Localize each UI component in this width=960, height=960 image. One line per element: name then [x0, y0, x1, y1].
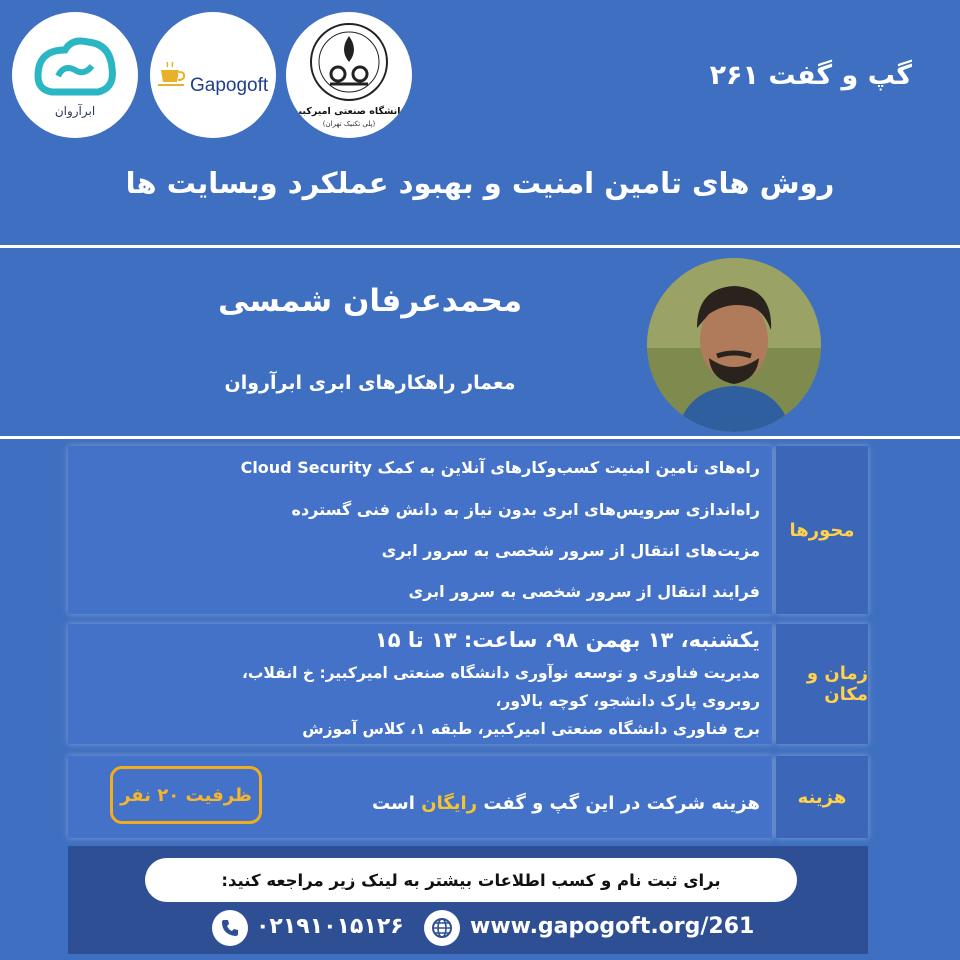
phone-number[interactable]: ۰۲۱۹۱۰۱۵۱۲۶ [256, 914, 404, 939]
divider-bottom [0, 436, 960, 439]
event-location-line-2: روبروی پارک دانشجو، کوچه بالاور، [495, 692, 760, 710]
fee-description [372, 793, 760, 814]
gapogoft-logo [150, 12, 276, 138]
university-subname: (پلی تکنیک تهران) [322, 120, 376, 128]
website-link[interactable]: www.gapogoft.org/261 [470, 914, 755, 939]
topic-item-2: راه‌اندازی سرویس‌های ابری بدون نیاز به دانش فنی گسترده [291, 500, 760, 519]
fee-free-highlight: رایگان [421, 793, 478, 814]
divider-top [0, 245, 960, 248]
topic-item-4: فرایند انتقال از سرور شخصی به سرور ابری [408, 582, 760, 601]
coffee-cup-icon [158, 62, 188, 88]
footer [68, 846, 868, 954]
register-banner: برای ثبت نام و کسب اطلاعات بیشتر به لینک زیر مراجعه کنید: [145, 858, 797, 902]
phone-icon [212, 910, 248, 946]
topic-item-1: راه‌های تامین امنیت کسب‌وکارهای آنلاین به کمک Cloud Security [240, 458, 760, 477]
fee-text-after: است [372, 793, 422, 814]
speaker-role: معمار راهکارهای ابری ابرآروان [224, 372, 516, 394]
abr-arvan-logo [12, 12, 138, 138]
speaker-name: محمدعرفان شمسی [217, 283, 523, 319]
capacity-badge: ظرفیت ۲۰ نفر [110, 766, 262, 824]
topic-item-3: مزیت‌های انتقال از سرور شخصی به سرور ابری [381, 541, 760, 560]
fee-label: هزینه [776, 756, 868, 838]
gapogoft-wordmark: Gapogoft [190, 75, 269, 96]
page-title: روش های تامین امنیت و بهبود عملکرد وبسایت ها [125, 166, 835, 200]
event-location-line-1: مدیریت فناوری و توسعه نوآوری دانشگاه صنعتی امیرکبیر: خ انقلاب، [241, 664, 760, 682]
university-logo [286, 12, 412, 138]
event-datetime: یکشنبه، ۱۳ بهمن ۹۸، ساعت: ۱۳ تا ۱۵ [374, 628, 760, 652]
topics-section [68, 446, 868, 614]
university-name: دانشگاه صنعتی امیرکبیر [292, 106, 406, 117]
topics-label: محورها [776, 446, 868, 614]
abr-arvan-label: ابرآروان [54, 104, 96, 118]
speaker-portrait [647, 258, 821, 432]
schedule-section [68, 624, 868, 744]
event-location-line-3: برج فناوری دانشگاه صنعتی امیرکبیر، طبقه ۱، کلاس آموزش [302, 720, 760, 738]
fee-section [68, 756, 868, 838]
globe-icon [424, 910, 460, 946]
event-number: گپ و گفت ۲۶۱ [709, 60, 912, 91]
fee-text-before: هزینه شرکت در این گپ و گفت [477, 793, 760, 814]
university-seal-icon [304, 22, 394, 102]
speaker-photo [647, 258, 821, 432]
schedule-label: زمان و مکان [776, 624, 868, 744]
